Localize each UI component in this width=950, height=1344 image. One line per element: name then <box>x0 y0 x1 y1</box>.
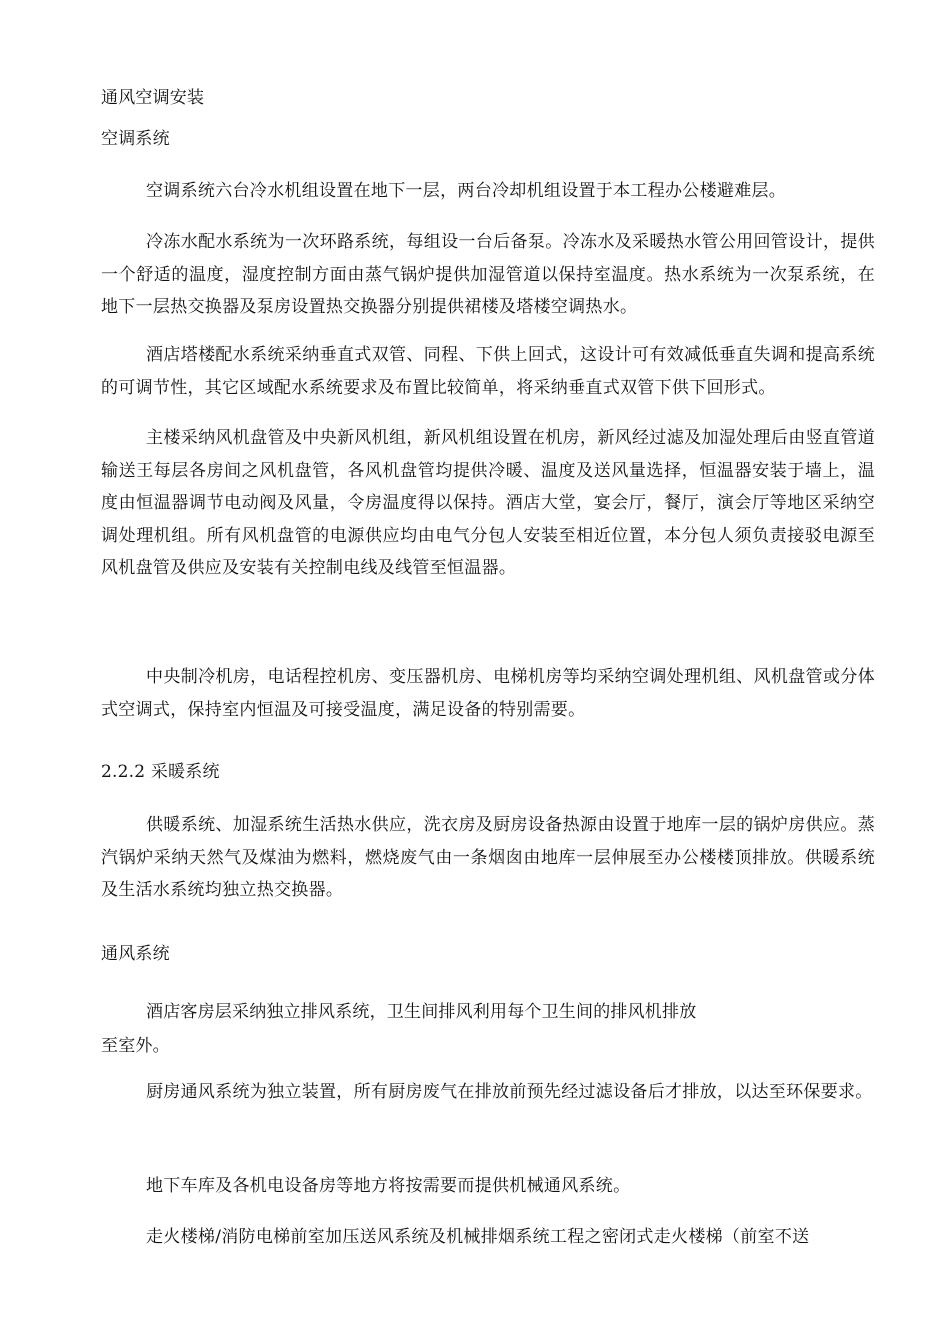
paragraph-tower-water-distribution: 酒店塔楼配水系统采纳垂直式双管、同程、下供上回式，这设计可有效减低垂直失调和提高系统的可调节性，其它区域配水系统要求及布置比较简单，将采纳垂直式双管下供下回形式。 <box>101 345 875 398</box>
paragraph-chilled-water-system: 冷冻水配水系统为一次环路系统，每组设一台后备泵。冷冻水及采暖热水管公用回管设计，提供一个舒适的温度，湿度控制方面由蒸气锅炉提供加湿管道以保持室温度。热水系统为一次泵系统，在地下一层热交换器及泵房设置热交换器分别提供裙楼及塔楼空调热水。 <box>101 232 875 317</box>
paragraph-heating-boiler: 供暖系统、加湿系统生活热水供应，洗衣房及厨房设备热源由设置于地库一层的锅炉房供应。蒸汽锅炉采纳天然气及煤油为燃料，燃烧废气由一条烟囱由地库一层伸展至办公楼楼顶排放。供暖系统及生活水系统均独立热交换器。 <box>101 815 875 900</box>
paragraph-guestroom-exhaust-line1: 酒店客房层采纳独立排风系统，卫生间排风利用每个卫生间的排风机排放 <box>146 1002 697 1022</box>
subsection-title-heating-system: 2.2.2 采暖系统 <box>101 762 220 782</box>
subsection-title-air-conditioning: 空调系统 <box>101 129 170 149</box>
paragraph-guestroom-exhaust-line2: 至室外。 <box>101 1036 170 1056</box>
subsection-title-ventilation-system: 通风系统 <box>101 944 170 964</box>
section-title-hvac-installation: 通风空调安装 <box>101 88 205 108</box>
paragraph-garage-ventilation: 地下车库及各机电设备房等地方将按需要而提供机械通风系统。 <box>146 1176 631 1196</box>
paragraph-equipment-rooms: 中央制冷机房，电话程控机房、变压器机房、电梯机房等均采纳空调处理机组、风机盘管或分体式空调式，保持室内恒温及可接受温度，满足设备的特别需要。 <box>101 667 875 720</box>
paragraph-kitchen-ventilation: 厨房通风系统为独立装置，所有厨房废气在排放前预先经过滤设备后才排放，以达至环保要求。 <box>146 1082 873 1102</box>
paragraph-fan-coil-units: 主楼采纳风机盘管及中央新风机组，新风机组设置在机房，新风经过滤及加湿处理后由竖直管道输送王每层各房间之风机盘管，各风机盘管均提供冷暖、温度及送风量选择，恒温器安装于墙上，温度由恒温器调节电动阀及风量，令房温度得以保持。酒店大堂，宴会厅，餐厅，演会厅等地区采纳空调处理机组。所有风机盘管的电源供应均由电气分包人安装至相近位置，本分包人须负责接驳电源至风机盘管及供应及安装有关控制电线及线管至恒温器。 <box>101 428 875 578</box>
paragraph-chiller-location: 空调系统六台冷水机组设置在地下一层，两台冷却机组设置于本工程办公楼避难层。 <box>146 181 787 201</box>
paragraph-stair-pressurization: 走火楼梯/消防电梯前室加压送风系统及机械排烟系统工程之密闭式走火楼梯（前室不送 <box>146 1227 810 1247</box>
